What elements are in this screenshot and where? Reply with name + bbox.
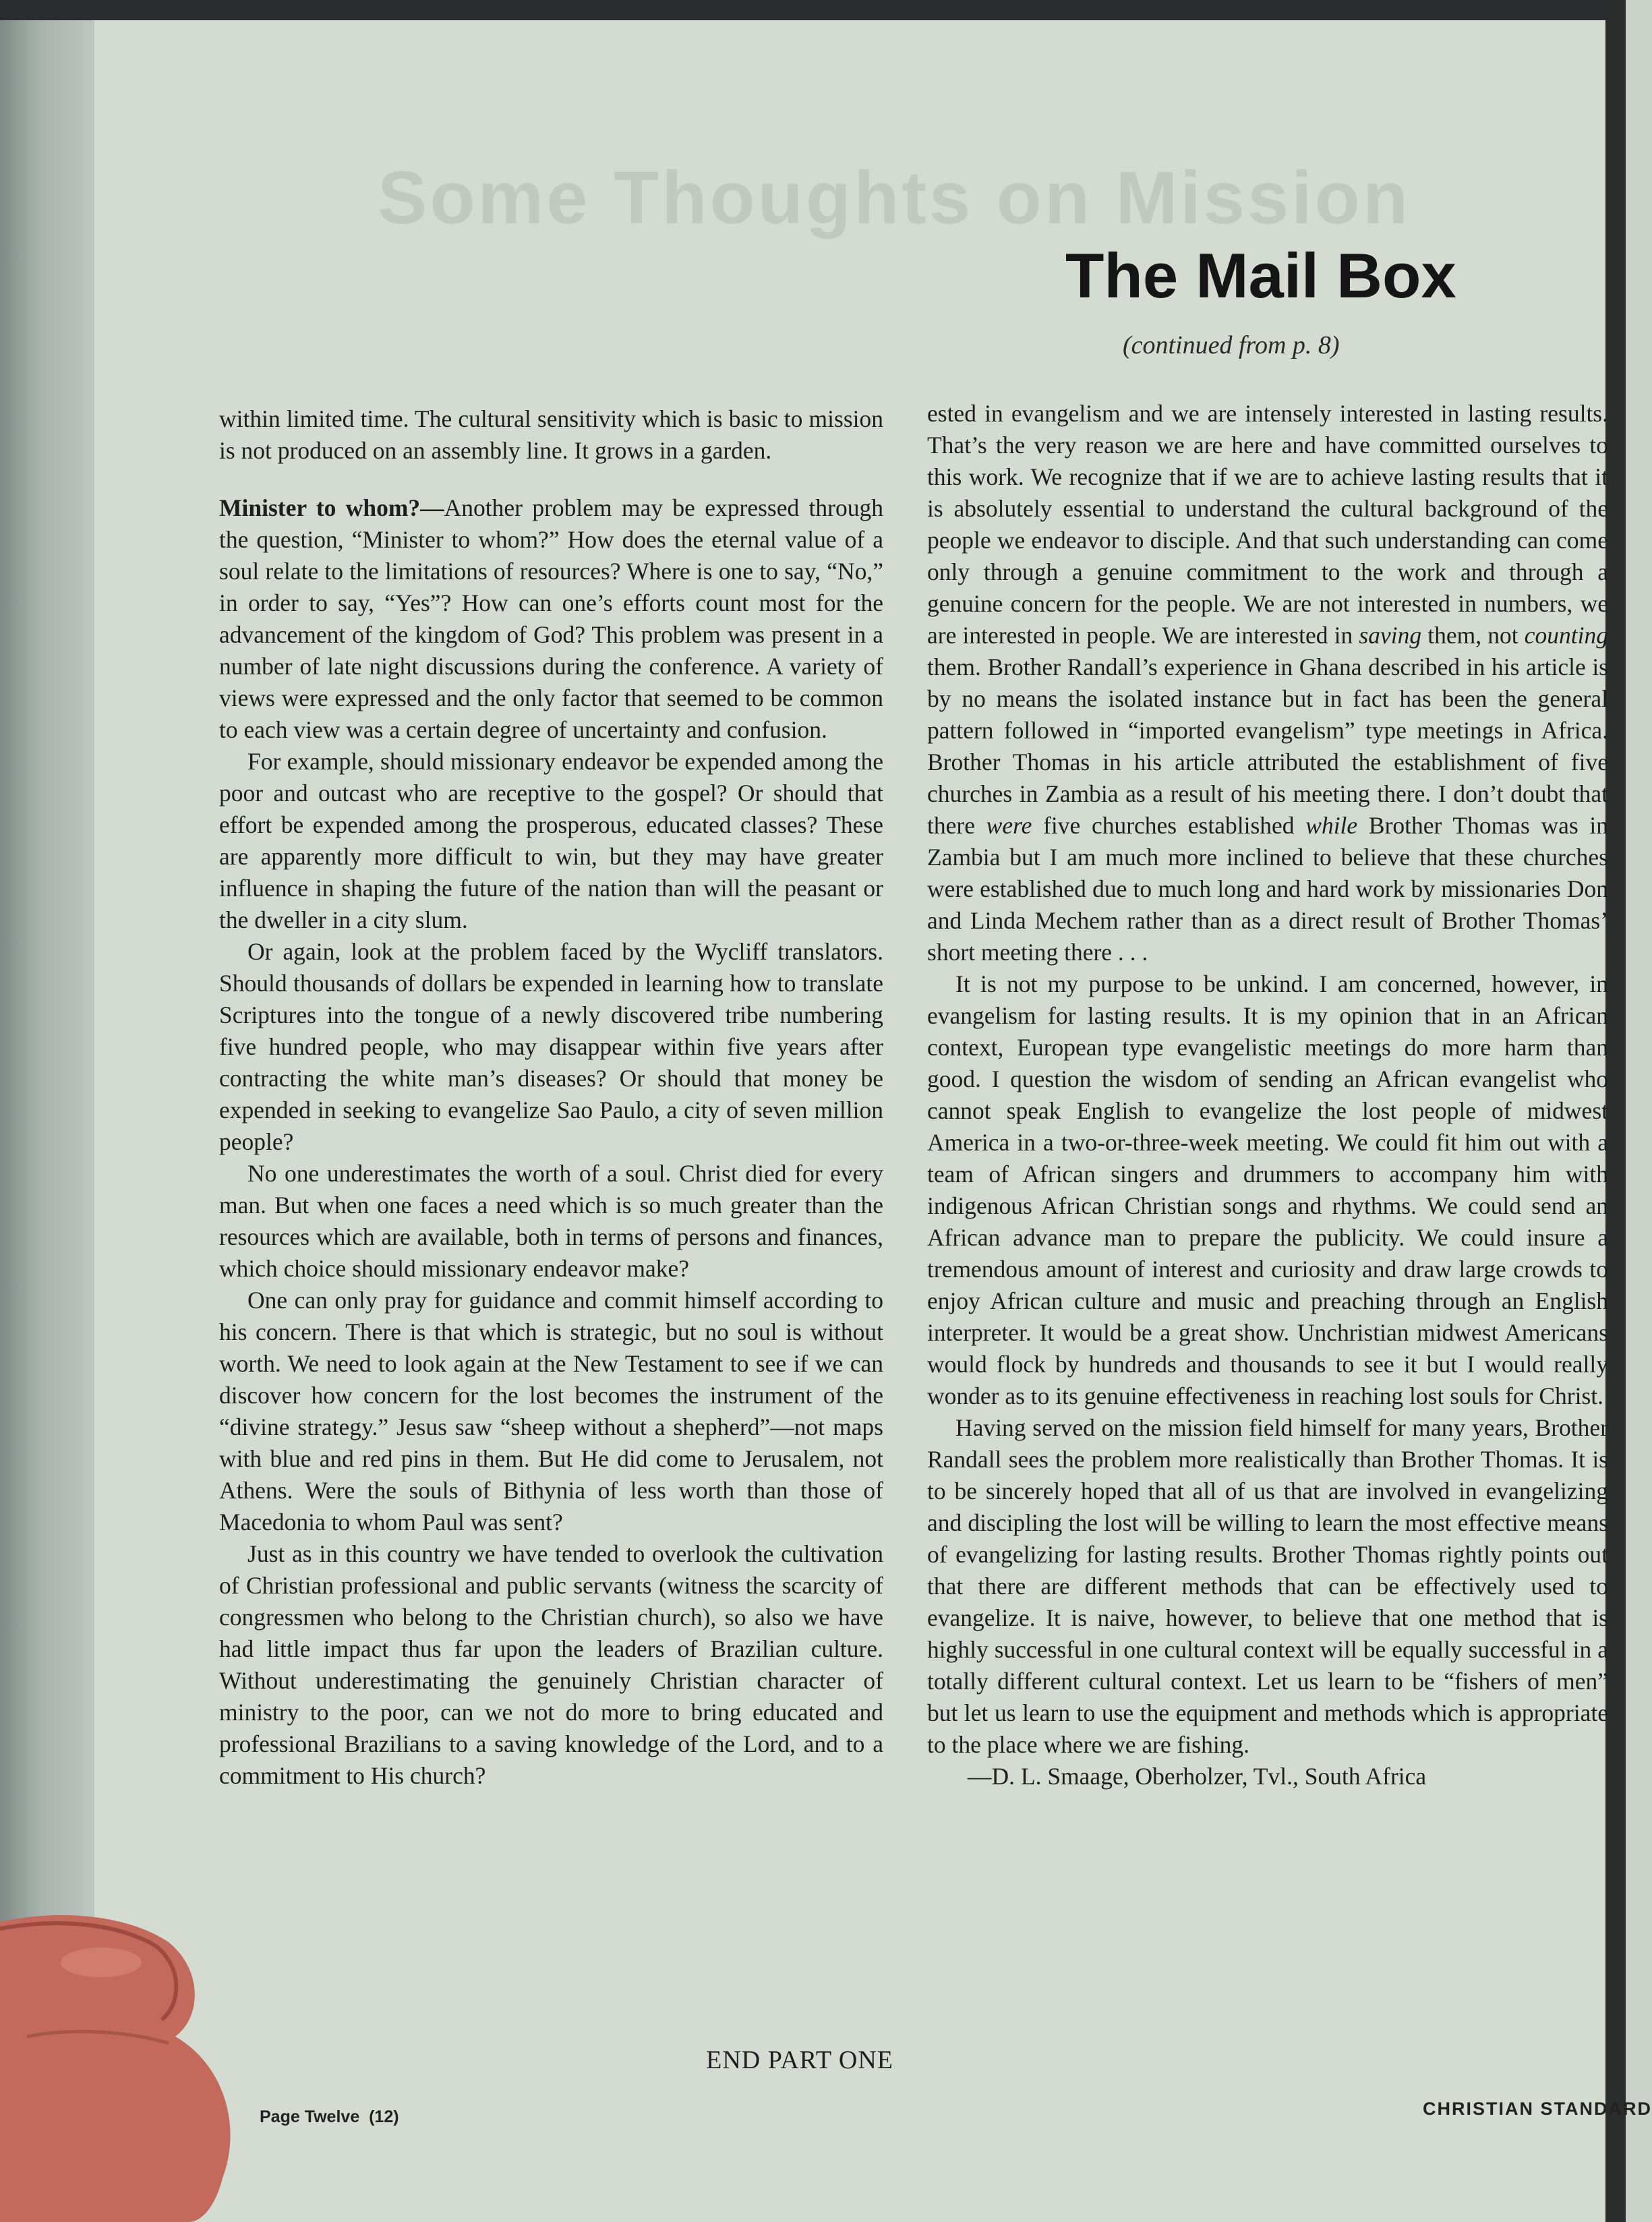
right-column: [927, 398, 1608, 1792]
right-edge-shadow: [1605, 0, 1626, 2222]
paragraph: [219, 492, 883, 746]
thumb-photo: [0, 1881, 249, 2222]
letter-paragraph: It is not my purpose to be unkind. I am concerned, however, in evangelism for lasting results. It is my opinion that in an African context, European type evangelistic meetings do more harm than good. I question the wisdom of sending an African evangelist who cannot speak English to evangelize the lost people of midwest America in a two-or-three-week meeting. We could fit him out with a team of African singers and drummers to accompany him with indigenous African Christian songs and rhythms. We could send an African advance man to prepare the publicity. We could insure a tremendous amount of interest and curiosity and draw large crowds to enjoy African culture and music and preaching through an English interpreter. It would be a great show. Unchristian midwest Americans would flock by hundreds and thousands to see it but I would really wonder as to its genuine effectiveness in reaching lost souls for Christ.: [927, 970, 1608, 1409]
paragraph: For example, should missionary endeavor be expended among the poor and outcast who are receptive to the gospel? Or should that effort be expended among the prosperous, educated classes? These are apparently more difficult to win, but they may have greater influence in shaping the future of the nation than will the peasant or the dweller in a city slum.: [219, 748, 883, 933]
left-column: [219, 403, 883, 1792]
paragraph: One can only pray for guidance and commit himself according to his concern. There is that which is strategic, but no soul is without worth. We need to look again at the New Testament to see if we can discover how concern for the lost becomes the instrument of the “divine strategy.” Jesus saw “sheep without a shepherd”—not maps with blue and red pins in them. But He did come to Jerusalem, not Athens. Were the souls of Bithynia of less worth than those of Macedonia to whom Paul was sent?: [219, 1287, 883, 1536]
paragraph: within limited time. The cultural sensitivity which is basic to mission is not produced on an assembly line. It grows in a garden.: [219, 405, 883, 464]
letter-paragraph: Having served on the mission field himself for many years, Brother Randall sees the problem more realistically than Brother Thomas. It is to be sincerely hoped that all of us that are involved in evangelizing and discipling the lost will be willing to learn the most effective means of evangelizing for lasting results. Brother Thomas rightly points out that there are different methods that can be effectively used to evangelize. It is naive, however, to believe that one method that is highly successful in one cultural context will be equally successful in a totally different cultural context. Let us learn to be “fishers of men” but let us learn to use the equipment and methods which is appropriate to the place where we are fishing.: [927, 1414, 1608, 1758]
paragraph: Or again, look at the problem faced by the Wycliff translators. Should thousands of dollars be expended in learning how to translate Scriptures into the tongue of a newly discovered tribe numbering five hundred people, who may disappear within five years after contracting the white man’s diseases? Or should that money be expended in seeking to evangelize Sao Paulo, a city of seven million people?: [219, 938, 883, 1155]
page-number: Page Twelve (12): [260, 2107, 399, 2126]
signature: —D. L. Smaage, Oberholzer, Tvl., South Africa: [968, 1763, 1427, 1790]
runin-heading: Minister to whom?—: [219, 494, 444, 521]
paragraph: Just as in this country we have tended to overlook the cultivation of Christian professional and public servants (witness the scarcity of congressmen who belong to the Christian church), so also we have had little impact thus far upon the leaders of Brazilian culture. Without underestimating the genuinely Christian character of ministry to the poor, can we not do more to bring educated and professional Brazilians to a saving knowledge of the Lord, and to a commitment to His church?: [219, 1540, 883, 1789]
text-run: five churches established: [1032, 812, 1306, 839]
emphasis: counting: [1524, 622, 1608, 649]
paragraph: No one underestimates the worth of a soul. Christ died for every man. But when one faces a need which is so much greater than the resources which are available, both in terms of persons and finances, which choice should missionary endeavor make?: [219, 1160, 883, 1282]
text-run: them. Brother Randall’s experience in Ghana described in his article is by no means the isolated instance but in fact has been the general pattern followed in “imported evangelism” type meetings in Africa. Brother Thomas in his article attributed the establishment of five churches in Zambia as a result of his meeting there. I don’t doubt that there: [927, 653, 1608, 839]
emphasis: while: [1305, 812, 1358, 839]
end-part-one: END PART ONE: [706, 2046, 893, 2074]
continued-note: (continued from p. 8): [1123, 331, 1340, 359]
emphasis: were: [986, 812, 1032, 839]
text-run: ested in evangelism and we are intensely interested in lasting results. That’s the very reason we are here and have committed ourselves to this work. We recognize that if we are to achieve lasting results that it is absolutely essential to understand the cultural background of the people we endeavor to disciple. And that such understanding can come only through a genuine commitment to the work and through a genuine concern for the people. We are not interested in numbers, we are interested in people. We are interested in: [927, 400, 1608, 649]
text-run: Brother Thomas was in Zambia but I am much more inclined to believe that these churches were established due to much long and hard work by missionaries Don and Linda Mechem rather than as a direct result of Brother Thomas’ short meeting there . . .: [927, 812, 1608, 966]
top-shadow: [0, 0, 1626, 20]
page-title: The Mail Box: [1065, 240, 1456, 311]
show-through-heading: Some Thoughts on Mission: [378, 156, 1411, 239]
paragraph-text: Another problem may be expressed through the question, “Minister to whom?” How does the eternal value of a soul relate to the limitations of resources? Where is one to say, “No,” in order to say, “Yes”? How can one’s efforts count most for the advancement of the kingdom of God? This problem was present in a number of late night discussions during the conference. A variety of views were expressed and the only factor that seemed to be common to each view was a certain degree of uncertainty and confusion.: [219, 494, 883, 743]
letter-paragraph: [927, 398, 1608, 968]
text-run: them, not: [1421, 622, 1525, 649]
publication-name: CHRISTIAN STANDARD: [1423, 2099, 1652, 2119]
emphasis: saving: [1359, 622, 1422, 649]
